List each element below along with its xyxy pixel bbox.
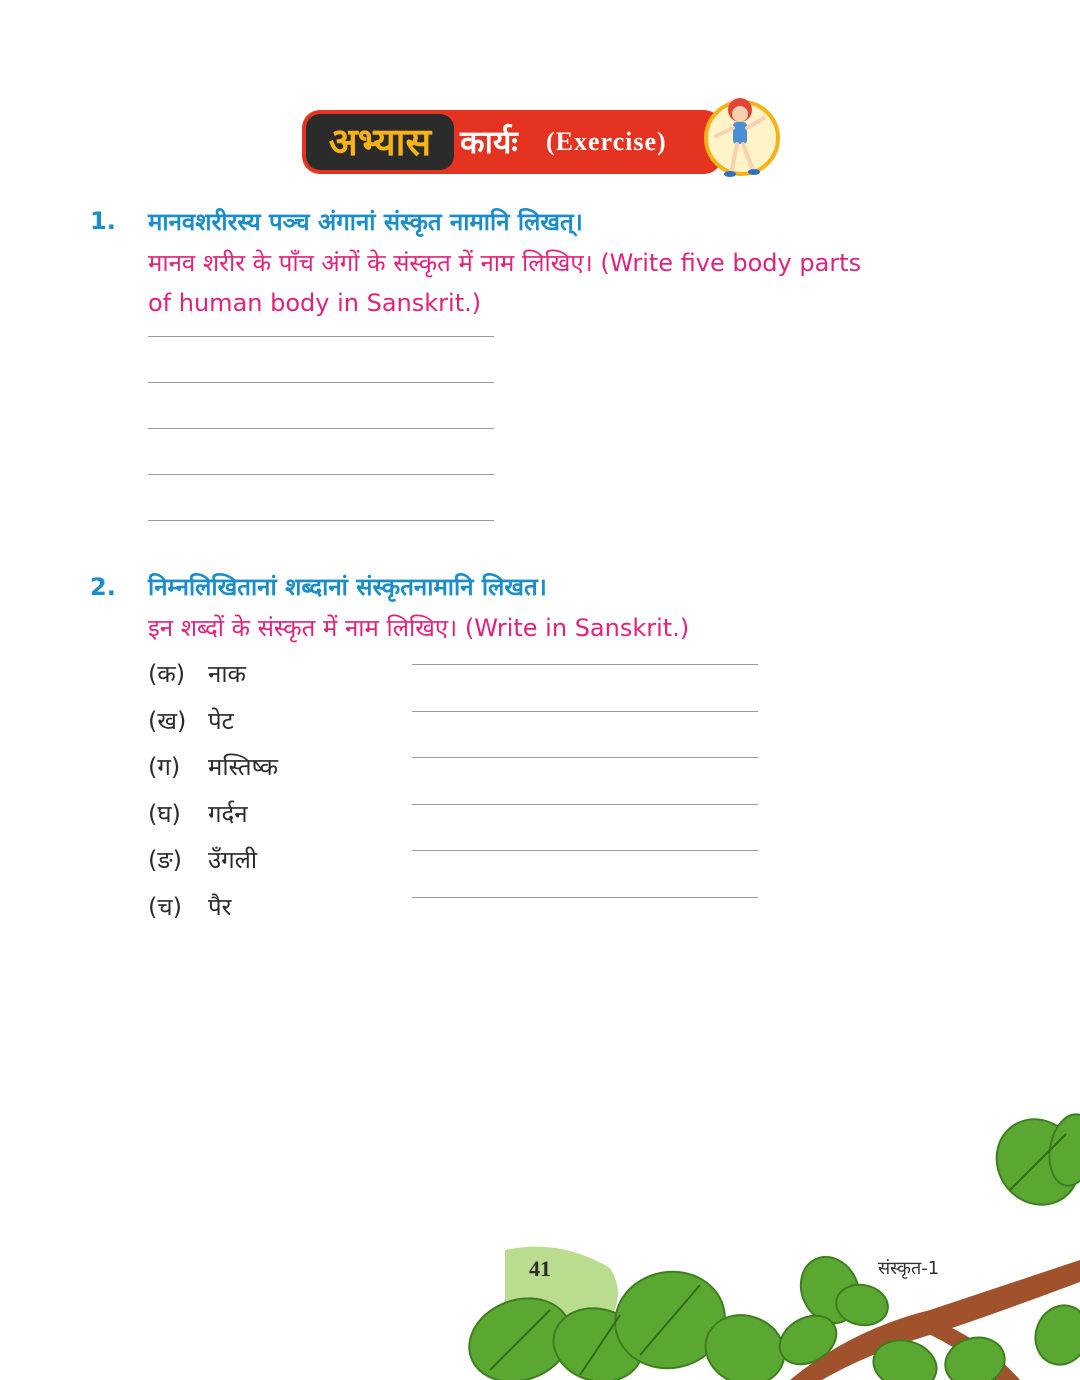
banner-title-english: (Exercise) — [546, 127, 667, 156]
page-number: 41 — [529, 1256, 551, 1281]
option-label: (ख) — [148, 707, 187, 735]
option-label: (घ) — [148, 800, 181, 828]
banner-title-sub: कार्यः — [460, 123, 518, 161]
question-1-instruction-line1: मानव शरीर के पाँच अंगों के संस्कृत में नाम लिखिए। (Write five body parts — [148, 249, 862, 277]
option-word: उँगली — [208, 846, 258, 874]
option-label: (च) — [148, 893, 182, 921]
option-label: (ग) — [148, 753, 181, 781]
option-word: पैर — [208, 893, 232, 921]
option-label: (क) — [148, 660, 186, 688]
question-2-title: निम्नलिखितानां शब्दानां संस्कृतनामानि लिखत। — [148, 573, 547, 601]
option-label: (ङ) — [148, 846, 183, 874]
question-2-instruction: इन शब्दों के संस्कृत में नाम लिखिए। (Write in Sanskrit.) — [148, 614, 690, 642]
question-1-title: मानवशरीरस्य पञ्च अंगानां संस्कृत नामानि लिखत्। — [148, 208, 583, 236]
option-word: मस्तिष्क — [208, 753, 279, 781]
banner-title-main: अभ्यास — [306, 114, 454, 170]
option-word: पेट — [208, 707, 234, 735]
question-1-number: 1. — [90, 207, 116, 235]
book-name: संस्कृत-1 — [878, 1258, 940, 1279]
option-word: गर्दन — [208, 800, 248, 828]
question-2-number: 2. — [90, 573, 116, 601]
option-word: नाक — [208, 660, 246, 688]
question-1-instruction-line2: of human body in Sanskrit.) — [148, 289, 482, 317]
